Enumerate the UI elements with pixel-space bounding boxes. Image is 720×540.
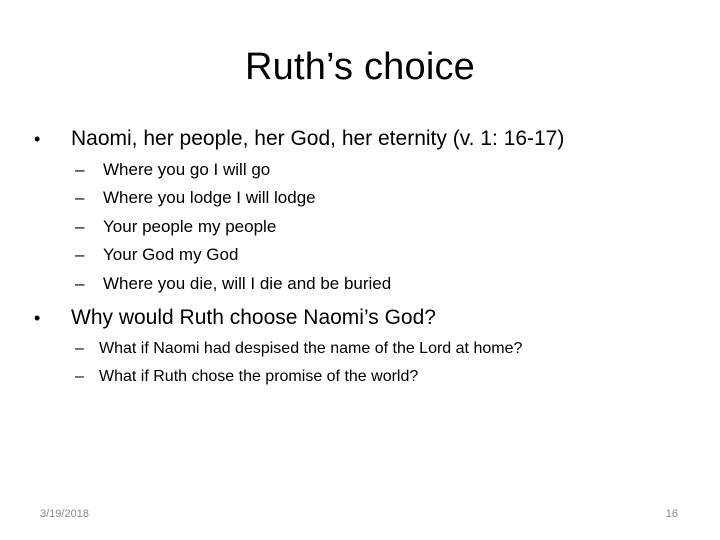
sub-item-text: What if Ruth chose the promise of the world? bbox=[99, 368, 419, 385]
sub-item-text: What if Naomi had despised the name of the Lord at home? bbox=[99, 340, 523, 357]
bullet-text: Naomi, her people, her God, her eternity (v. 1: 16-17) bbox=[71, 127, 565, 150]
slide-title: Ruth’s choice bbox=[244, 46, 476, 88]
bullet-marker: • bbox=[34, 129, 41, 149]
sub-item-what-if-ruth bbox=[75, 366, 418, 388]
dash-marker: – bbox=[75, 217, 85, 236]
dash-marker: – bbox=[75, 340, 84, 357]
sub-item-what-if-naomi bbox=[75, 338, 522, 360]
sub-item-text: Your people my people bbox=[103, 217, 277, 236]
sub-item-your-people bbox=[75, 216, 276, 238]
sub-item-where-you-die bbox=[75, 273, 391, 295]
sub-item-text: Your God my God bbox=[103, 245, 239, 264]
sub-item-where-you-go bbox=[75, 159, 270, 181]
dash-marker: – bbox=[75, 188, 85, 207]
dash-marker: – bbox=[75, 245, 85, 264]
footer-date: 3/19/2018 bbox=[40, 508, 89, 520]
dash-marker: – bbox=[75, 274, 85, 293]
footer-page-number: 16 bbox=[665, 508, 678, 520]
sub-item-text: Where you go I will go bbox=[103, 160, 271, 179]
bullet-item-why-ruth bbox=[34, 305, 436, 331]
sub-item-where-you-lodge bbox=[75, 187, 316, 209]
bullet-item-naomi bbox=[34, 126, 564, 152]
dash-marker: – bbox=[75, 368, 84, 385]
bullet-marker: • bbox=[34, 308, 41, 328]
bullet-text: Why would Ruth choose Naomi’s God? bbox=[71, 306, 436, 329]
sub-item-text: Where you lodge I will lodge bbox=[103, 188, 316, 207]
dash-marker: – bbox=[75, 160, 85, 179]
sub-item-your-god bbox=[75, 244, 238, 266]
sub-item-text: Where you die, will I die and be buried bbox=[103, 274, 392, 293]
